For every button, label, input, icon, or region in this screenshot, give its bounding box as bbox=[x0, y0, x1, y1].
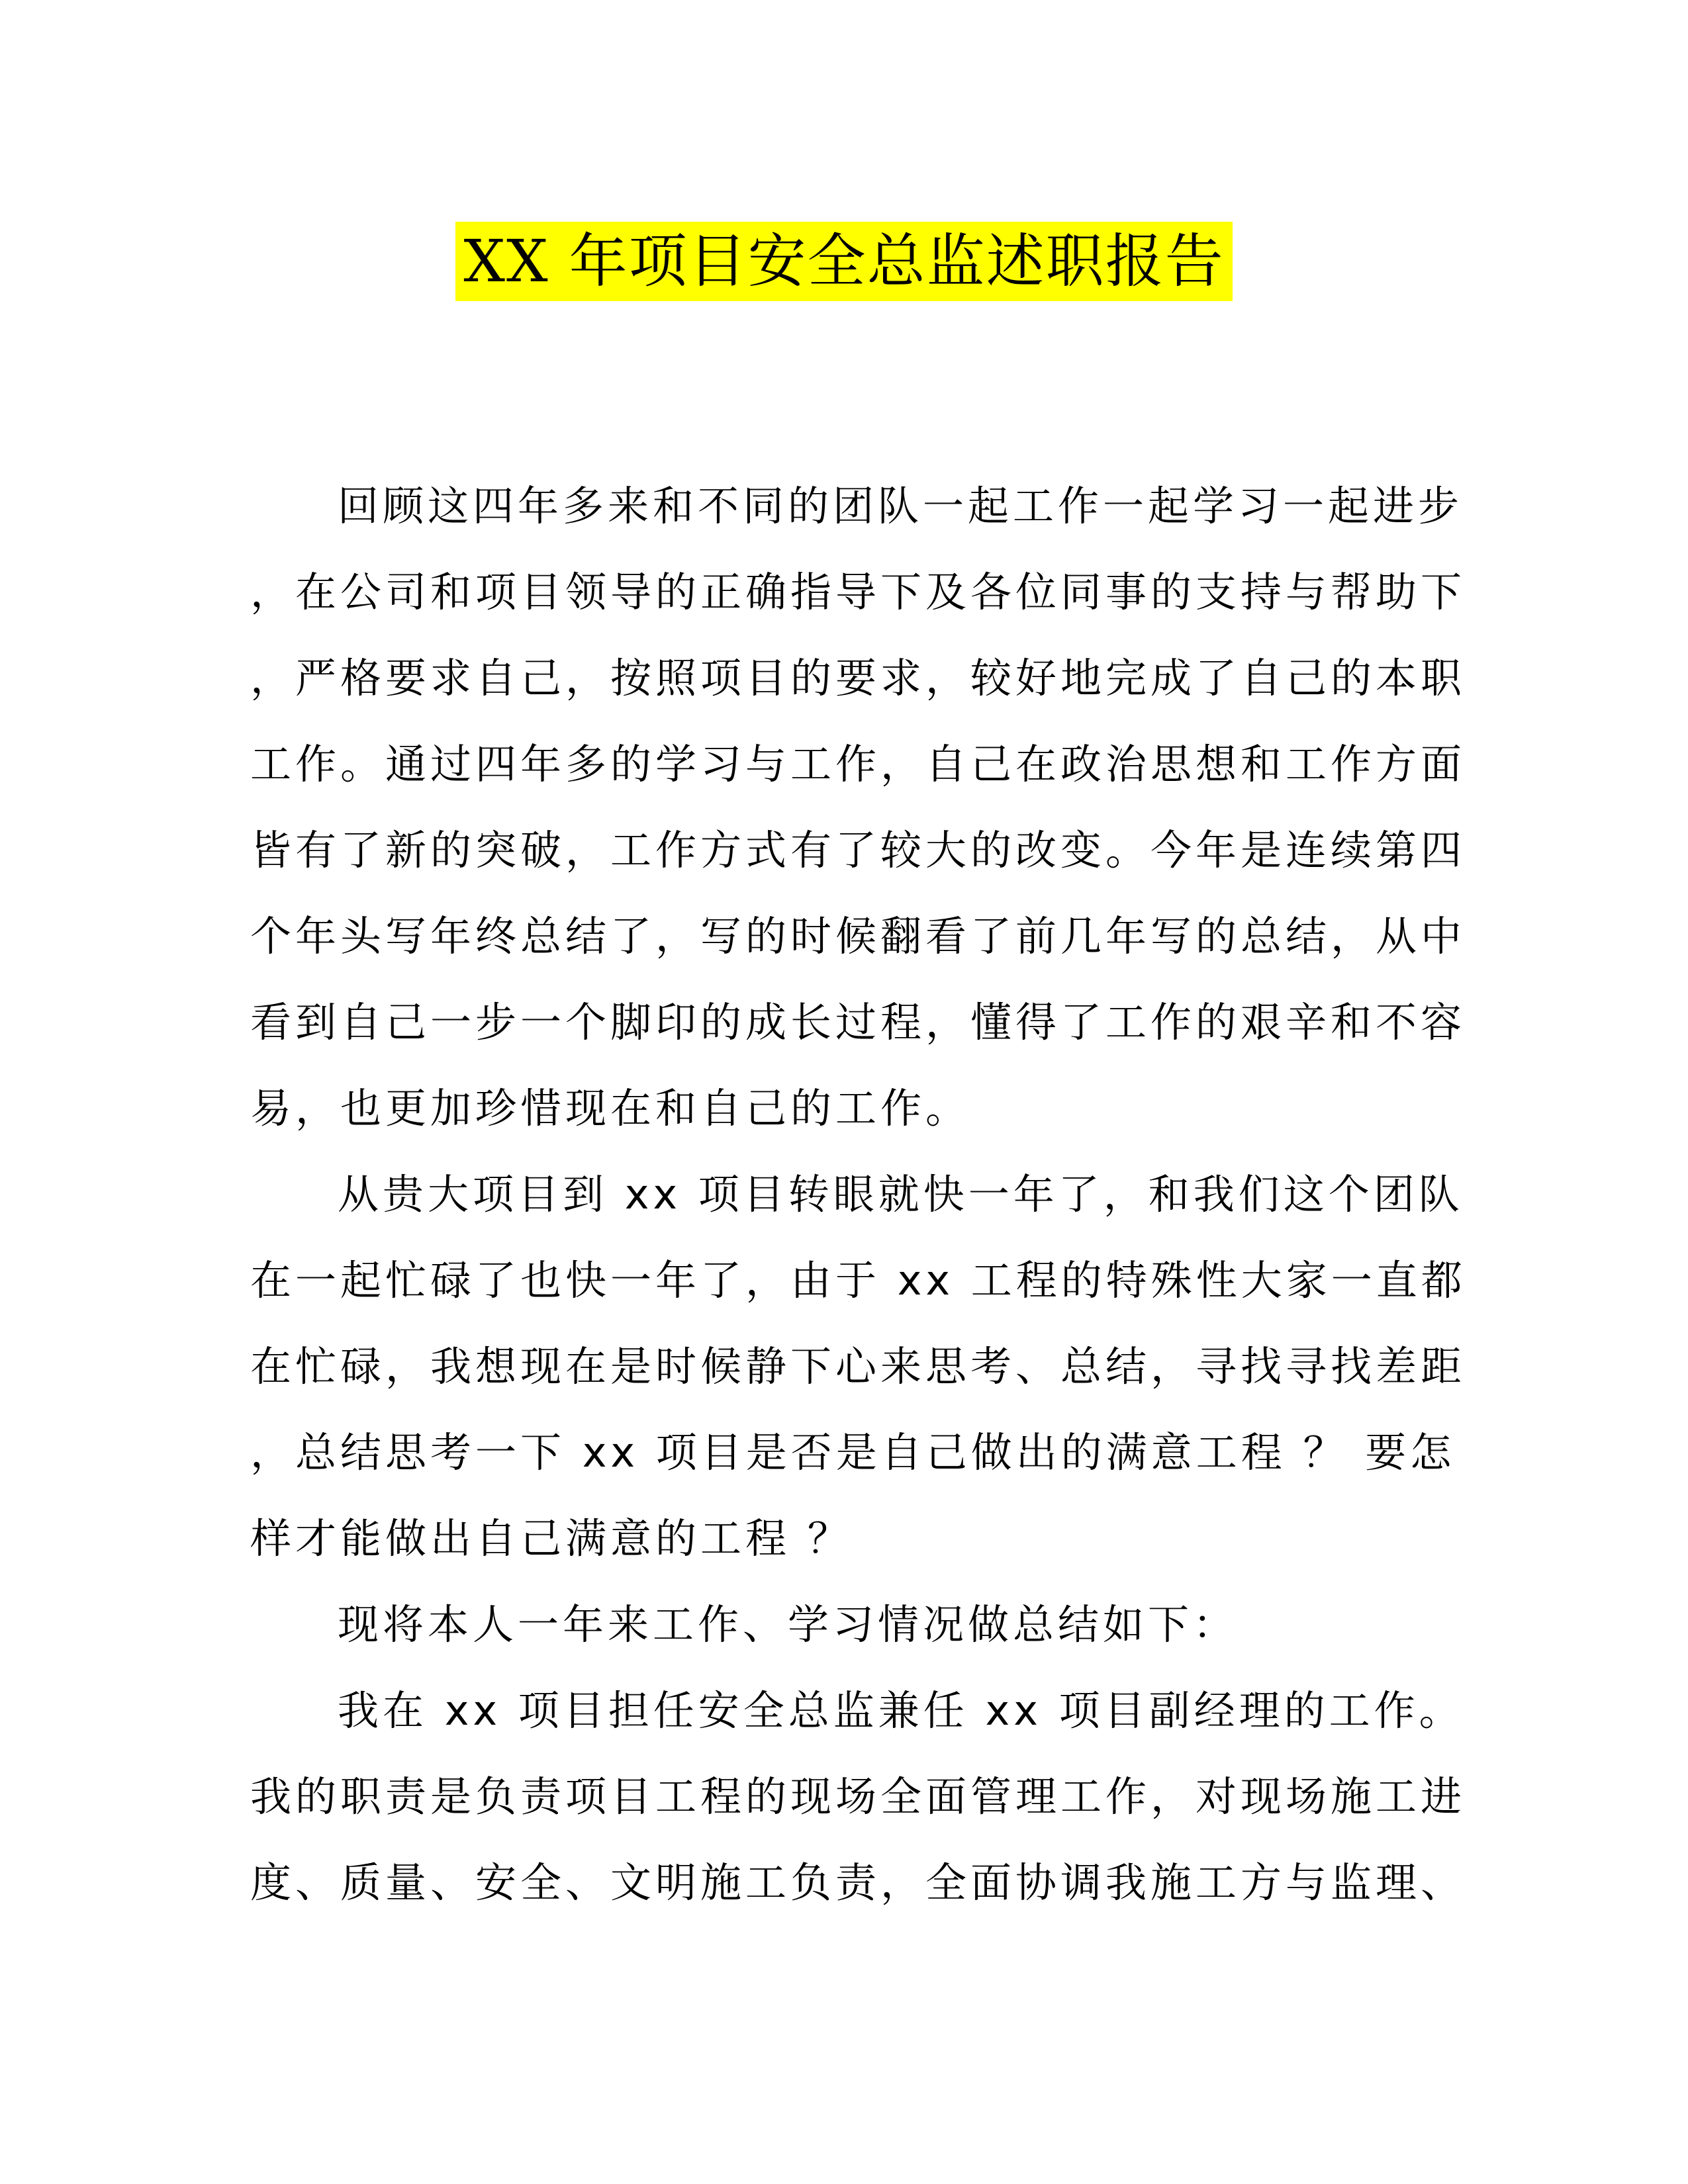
document-body bbox=[250, 463, 1466, 1926]
paragraph-1-line-7: 看到自己一步一个脚印的成长过程，懂得了工作的艰辛和不容 bbox=[250, 998, 1466, 1046]
paragraph-1-line-6: 个年头写年终总结了，写的时候翻看了前几年写的总结，从中 bbox=[250, 912, 1466, 960]
paragraph-2-line-2: 在一起忙碌了也快一年了，由于 xx 工程的特殊性大家一直都 bbox=[250, 1256, 1466, 1304]
paragraph-4-line-2: 我的职责是负责项目工程的现场全面管理工作，对现场施工进 bbox=[250, 1772, 1466, 1821]
paragraph-1-line-3: ，严格要求自己，按照项目的要求，较好地完成了自己的本职 bbox=[250, 654, 1466, 702]
title-container bbox=[0, 222, 1688, 301]
paragraph-1-line-1: 回顾这四年多来和不同的团队一起工作一起学习一起进步 bbox=[338, 482, 1464, 530]
paragraph-1-line-8: 易，也更加珍惜现在和自己的工作。 bbox=[250, 1084, 971, 1132]
paragraph-3-line-1: 现将本人一年来工作、学习情况做总结如下： bbox=[338, 1600, 1239, 1649]
paragraph-2-line-4: ，总结思考一下 xx 项目是否是自己做出的满意工程 ？ 要怎 bbox=[250, 1428, 1456, 1477]
paragraph-2-line-1: 从贵大项目到 xx 项目转眼就快一年了，和我们这个团队 bbox=[338, 1170, 1464, 1218]
paragraph-4-line-1: 我在 xx 项目担任安全总监兼任 xx 项目副经理的工作。 bbox=[338, 1686, 1464, 1735]
paragraph-4-line-3: 度、质量、安全、文明施工负责，全面协调我施工方与监理、 bbox=[250, 1858, 1466, 1907]
paragraph-2-line-5: 样才能做出自己满意的工程 ？ bbox=[250, 1514, 853, 1563]
paragraph-1-line-2: ，在公司和项目领导的正确指导下及各位同事的支持与帮助下 bbox=[250, 568, 1466, 616]
paragraph-1-line-5: 皆有了新的突破，工作方式有了较大的改变。今年是连续第四 bbox=[250, 826, 1466, 874]
paragraph-2-line-3: 在忙碌，我想现在是时候静下心来思考、总结，寻找寻找差距 bbox=[250, 1342, 1466, 1390]
document-title: XX 年项目安全总监述职报告 bbox=[455, 222, 1232, 301]
paragraph-1-line-4: 工作。通过四年多的学习与工作，自己在政治思想和工作方面 bbox=[250, 740, 1466, 788]
